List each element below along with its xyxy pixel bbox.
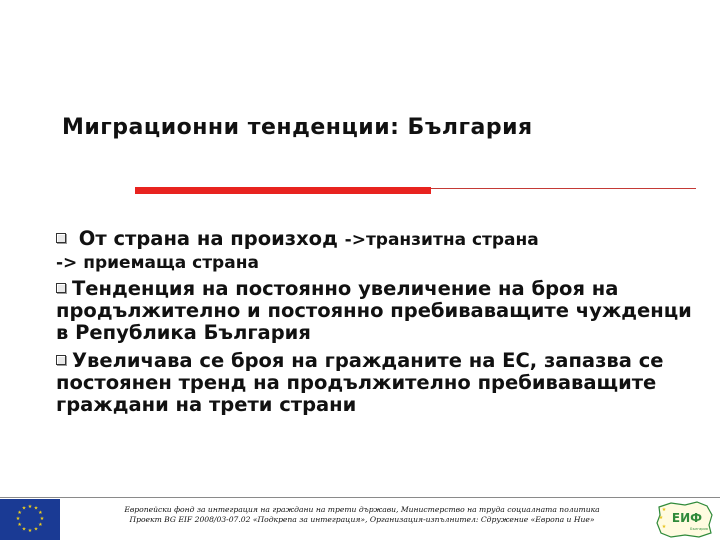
bullet-square-icon <box>56 355 66 365</box>
svg-text:★: ★ <box>21 505 27 512</box>
svg-text:★: ★ <box>27 504 33 510</box>
eif-logo-icon <box>651 497 716 540</box>
svg-text:★: ★ <box>17 510 22 516</box>
bullet-square-icon <box>56 233 66 243</box>
svg-text:★: ★ <box>661 507 667 513</box>
bullet-1-part1: От страна на произход <box>78 227 338 250</box>
svg-text:★: ★ <box>39 516 45 522</box>
eu-flag-icon <box>0 499 60 540</box>
svg-text:★: ★ <box>33 526 39 533</box>
bullet-1-line2: -> приемаща страна <box>56 253 259 273</box>
bullet-item-3 <box>56 350 696 416</box>
svg-text:★: ★ <box>27 528 33 534</box>
bullet-square-icon <box>56 283 66 293</box>
bullet-item-1 <box>56 228 696 274</box>
svg-text:★: ★ <box>38 510 43 516</box>
logo-text: ЕИФ <box>671 511 703 525</box>
bullet-list <box>56 228 696 416</box>
svg-text:★: ★ <box>15 516 21 522</box>
slide-title: Миграционни тенденции: България <box>62 115 533 140</box>
svg-text:★: ★ <box>38 522 43 528</box>
title-underline-accent <box>135 187 431 194</box>
footer-text <box>112 505 612 525</box>
footer-divider <box>0 497 720 498</box>
bullet-3-text: Увеличава се броя на гражданите на ЕС, запазва се постоянен тренд на продължително пребиваващите граждани на трети страни <box>56 349 664 416</box>
bullet-2-text: Тенденция на постоянно увеличение на броя на продължително и постоянно пребиваващите чужденци в Република България <box>56 277 692 344</box>
svg-text:★: ★ <box>17 522 22 528</box>
svg-text:★: ★ <box>661 524 667 530</box>
bullet-item-2 <box>56 278 696 344</box>
svg-text:★: ★ <box>21 526 27 533</box>
title-underline-thin <box>431 188 696 189</box>
footer-line-2: Проект BG EIF 2008/03-07.02 «Подкрепа за интеграция», Организация-изпълнител: Сдружение «Европа и Ние» <box>129 515 595 524</box>
svg-text:★: ★ <box>658 515 664 521</box>
logo-subtext: България <box>690 527 708 531</box>
bullet-1-part2: ->транзитна страна <box>344 230 539 250</box>
footer-line-1: Европейски фонд за интеграция на граждани на трети държави, Министерство на труда социалната политика <box>124 505 600 514</box>
svg-text:★: ★ <box>33 505 39 512</box>
